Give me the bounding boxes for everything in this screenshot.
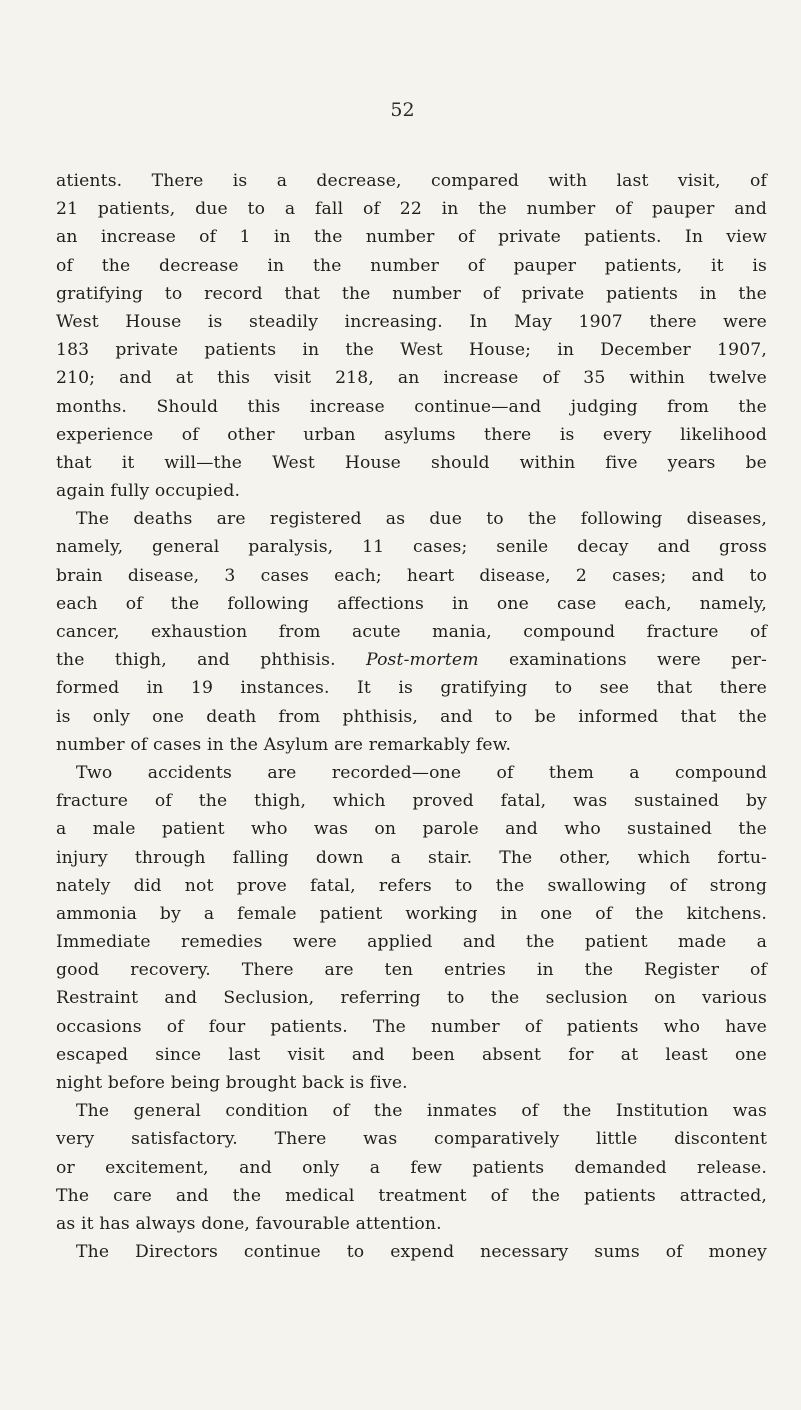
text-line: each of the following affections in one case each, namely, [56, 593, 767, 614]
page-number: 52 [390, 99, 415, 121]
text-line: ammonia by a female patient working in one of the kitchens. [56, 903, 767, 924]
text-line: the thigh, and phthisis. Post-mortem examinations were per- [56, 650, 767, 671]
text-line: atients. There is a decrease, compared with last visit, of [56, 171, 767, 191]
text-line: 210; and at this visit 218, an increase of 35 within twelve [56, 368, 767, 389]
text-line: namely, general paralysis, 11 cases; senile decay and gross [56, 537, 767, 558]
text-line: that it will—the West House should within five years be [56, 452, 767, 473]
text-line: of the decrease in the number of pauper patients, it is [56, 255, 767, 276]
text-line: The care and the medical treatment of the patients attracted, [56, 1185, 767, 1206]
text-line: very satisfactory. There was comparatively little discontent [56, 1129, 767, 1150]
text-line: experience of other urban asylums there is every likelihood [56, 424, 767, 445]
text-line: a male patient who was on parole and who sustained the [56, 819, 767, 840]
text-line: as it has always done, favourable attention. [56, 1213, 442, 1234]
text-line: formed in 19 instances. It is gratifying to see that there [56, 678, 767, 699]
text-line: escaped since last visit and been absent for at least one [56, 1044, 767, 1065]
text-line: cancer, exhaustion from acute mania, compound fracture of [56, 622, 767, 642]
text-line: or excitement, and only a few patients demanded release. [56, 1157, 767, 1178]
text-line: is only one death from phthisis, and to be informed that the [56, 706, 767, 727]
text-line: injury through falling down a stair. The other, which fortu- [56, 847, 767, 868]
text-line: fracture of the thigh, which proved fatal, was sustained by [56, 791, 767, 812]
text-line: nately did not prove fatal, refers to the swallowing of strong [56, 875, 767, 896]
text-line: Restraint and Seclusion, referring to the seclusion on various [56, 988, 767, 1009]
text-line: The deaths are registered as due to the following diseases, [76, 509, 767, 530]
text-line: good recovery. There are ten entries in the Register of [56, 960, 767, 981]
text-line: 183 private patients in the West House; in December 1907, [56, 340, 767, 361]
text-line: brain disease, 3 cases each; heart disease, 2 cases; and to [56, 565, 767, 586]
text-line: The general condition of the inmates of the Institution was [76, 1101, 767, 1122]
text-line: Immediate remedies were applied and the patient made a [56, 932, 767, 953]
text-line: again fully occupied. [56, 481, 241, 502]
text-line: number of cases in the Asylum are remarkably few. [56, 734, 512, 755]
text-line: gratifying to record that the number of private patients in the [56, 283, 767, 304]
text-line: Two accidents are recorded—one of them a compound [76, 762, 767, 783]
text-line: West House is steadily increasing. In May 1907 there were [56, 311, 767, 332]
body-text [56, 167, 767, 1266]
text-line: The Directors continue to expend necessary sums of money [76, 1242, 767, 1263]
text-line: months. Should this increase continue—and judging from the [56, 396, 767, 417]
text-line: occasions of four patients. The number of patients who have [56, 1016, 767, 1037]
text-line: 21 patients, due to a fall of 22 in the number of pauper and [56, 199, 767, 220]
italic-term: Post-mortem [366, 650, 479, 671]
text-line: an increase of 1 in the number of private patients. In view [56, 227, 767, 248]
text-line: night before being brought back is five. [56, 1073, 408, 1093]
